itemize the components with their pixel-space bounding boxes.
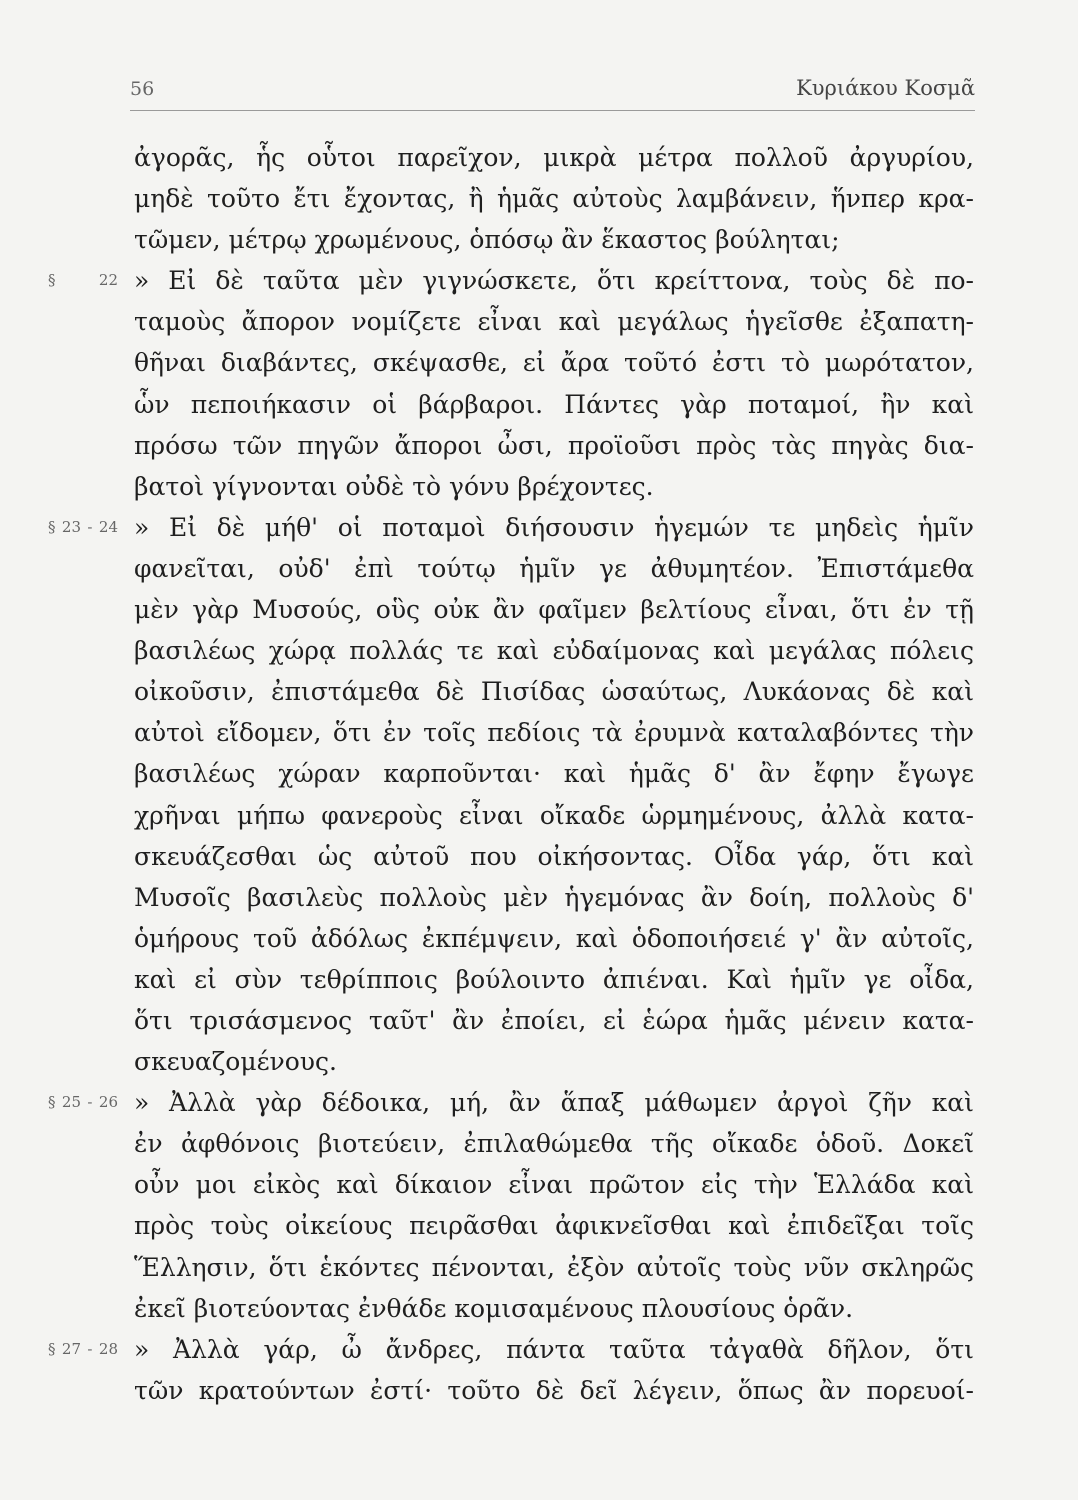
text-line <box>48 1329 974 1370</box>
text-line <box>134 1000 974 1041</box>
line-text: ὁμήρους τοῦ ἀδόλως ἐκπέμψειν, καὶ ὁδοποιήσειέ γ' ἂν αὐτοῖς, <box>134 923 974 953</box>
line-text: μὲν γὰρ Μυσούς, οὓς οὐκ ἂν φαῖμεν βελτίους εἶναι, ὅτι ἐν τῇ <box>134 595 974 625</box>
line-text: βασιλέως χώραν καρποῦνται· καὶ ἡμᾶς δ' ἂν ἔφην ἔγωγε <box>134 759 974 789</box>
text-line <box>134 589 974 630</box>
line-text: χρῆναι μήπω φανεροὺς εἶναι οἴκαδε ὡρμημένους, ἀλλὰ κατα- <box>134 800 974 830</box>
text-line <box>134 630 974 671</box>
line-text: τῶν κρατούντων ἐστί· τοῦτο δὲ δεῖ λέγειν, ὅπως ἂν πορευοί- <box>134 1375 974 1405</box>
text-line <box>134 1164 974 1205</box>
page-header <box>130 72 975 108</box>
line-text: Ἕλλησιν, ὅτι ἑκόντες πένονται, ἐξὸν αὐτοῖς τοὺς νῦν σκληρῶς <box>134 1252 974 1282</box>
line-text: ὧν πεποιήκασιν οἱ βάρβαροι. Πάντες γὰρ ποταμοί, ἢν καὶ <box>134 389 974 419</box>
section-marker: § 27 - 28 <box>48 1339 118 1358</box>
line-text: αὐτοὶ εἴδομεν, ὅτι ἐν τοῖς πεδίοις τὰ ἐρυμνὰ καταλαβόντες τὴν <box>134 718 974 748</box>
line-text: καὶ εἰ σὺν τεθρίπποις βούλοιντο ἀπιέναι. Καὶ ἡμῖν γε οἶδα, <box>134 964 974 994</box>
line-text: οἰκοῦσιν, ἐπιστάμεθα δὲ Πισίδας ὡσαύτως, Λυκάονας δὲ καὶ <box>134 677 974 707</box>
text-line <box>134 384 974 425</box>
section-marker: § 25 - 26 <box>48 1093 118 1112</box>
section-marker: § 23 - 24 <box>48 517 118 536</box>
line-text: βατοὶ γίγνονται οὐδὲ τὸ γόνυ βρέχοντες. <box>134 471 654 501</box>
text-line <box>48 1082 974 1123</box>
body-text <box>48 137 974 1411</box>
line-text: σκευαζομένους. <box>134 1047 337 1077</box>
text-line <box>134 712 974 753</box>
text-line <box>134 301 974 342</box>
line-text: φανεῖται, οὐδ' ἐπὶ τούτῳ ἡμῖν γε ἀθυμητέον. Ἐπιστάμεθα <box>134 553 974 583</box>
text-line <box>134 137 974 178</box>
text-line <box>134 466 974 507</box>
line-text: ταμοὺς ἄπορον νομίζετε εἶναι καὶ μεγάλως ἡγεῖσθε ἐξαπατη- <box>134 307 974 337</box>
text-line <box>134 342 974 383</box>
text-line <box>134 1247 974 1288</box>
line-text: τῶμεν, μέτρῳ χρωμένους, ὁπόσῳ ἂν ἕκαστος βούληται; <box>134 225 840 255</box>
line-text: ἐν ἀφθόνοις βιοτεύειν, ἐπιλαθώμεθα τῆς οἴκαδε ὁδοῦ. Δοκεῖ <box>134 1129 974 1159</box>
line-text: θῆναι διαβάντες, σκέψασθε, εἰ ἄρα τοῦτό ἐστι τὸ μωρότατον, <box>134 348 974 378</box>
line-text: Μυσοῖς βασιλεὺς πολλοὺς μὲν ἡγεμόνας ἂν δοίη, πολλοὺς δ' <box>134 882 974 912</box>
text-line <box>134 219 974 260</box>
page-number: 56 <box>130 78 155 100</box>
line-text: μηδὲ τοῦτο ἔτι ἔχοντας, ἢ ἡμᾶς αὐτοὺς λαμβάνειν, ἥνπερ κρα- <box>134 184 974 214</box>
line-text: βασιλέως χώρᾳ πολλάς τε καὶ εὐδαίμονας καὶ μεγάλας πόλεις <box>134 636 974 666</box>
line-text: σκευάζεσθαι ὡς αὐτοῦ που οἰκήσοντας. Οἶδα γάρ, ὅτι καὶ <box>134 841 974 871</box>
text-line <box>134 1288 974 1329</box>
text-line <box>134 959 974 1000</box>
text-line <box>134 1370 974 1411</box>
line-text: ἀγορᾶς, ἧς οὗτοι παρεῖχον, μικρὰ μέτρα πολλοῦ ἀργυρίου, <box>134 143 974 172</box>
line-text: ὅτι τρισάσμενος ταῦτ' ἂν ἐποίει, εἰ ἑώρα ἡμᾶς μένειν κατα- <box>134 1005 974 1035</box>
text-line <box>134 1041 974 1082</box>
text-line <box>48 260 974 301</box>
line-text: οὖν μοι εἰκὸς καὶ δίκαιον εἶναι πρῶτον εἰς τὴν Ἑλλάδα καὶ <box>134 1170 974 1200</box>
text-line <box>134 1205 974 1246</box>
header-rule <box>130 110 975 111</box>
line-text: πρόσω τῶν πηγῶν ἄποροι ὦσι, προϊοῦσι πρὸς τὰς πηγὰς δια- <box>134 430 974 460</box>
line-text: » Εἰ δὲ ταῦτα μὲν γιγνώσκετε, ὅτι κρείττονα, τοὺς δὲ πο- <box>134 266 974 296</box>
text-line <box>134 753 974 794</box>
line-text: » Ἀλλὰ γὰρ δέδοικα, μή, ἂν ἅπαξ μάθωμεν ἀργοὶ ζῆν καὶ <box>134 1088 974 1118</box>
text-line <box>134 178 974 219</box>
text-line <box>134 425 974 466</box>
line-text: ἐκεῖ βιοτεύοντας ἐνθάδε κομισαμένους πλουσίους ὁρᾶν. <box>134 1293 854 1323</box>
line-text: πρὸς τοὺς οἰκείους πειρᾶσθαι ἀφικνεῖσθαι καὶ ἐπιδεῖξαι τοῖς <box>134 1211 974 1241</box>
text-line <box>48 507 974 548</box>
line-text: » Ἀλλὰ γάρ, ὦ ἄνδρες, πάντα ταῦτα τἀγαθὰ δῆλον, ὅτι <box>134 1334 974 1364</box>
text-line <box>134 671 974 712</box>
running-head: Κυριάκου Κοσμᾶ <box>796 76 975 100</box>
text-line <box>134 836 974 877</box>
text-line <box>134 548 974 589</box>
line-text: » Εἰ δὲ μήθ' οἱ ποταμοὶ διήσουσιν ἡγεμών τε μηδεὶς ἡμῖν <box>134 512 974 542</box>
text-line <box>134 1123 974 1164</box>
text-line <box>134 918 974 959</box>
text-line <box>134 795 974 836</box>
text-line <box>134 877 974 918</box>
section-marker: § 22 <box>48 271 118 290</box>
